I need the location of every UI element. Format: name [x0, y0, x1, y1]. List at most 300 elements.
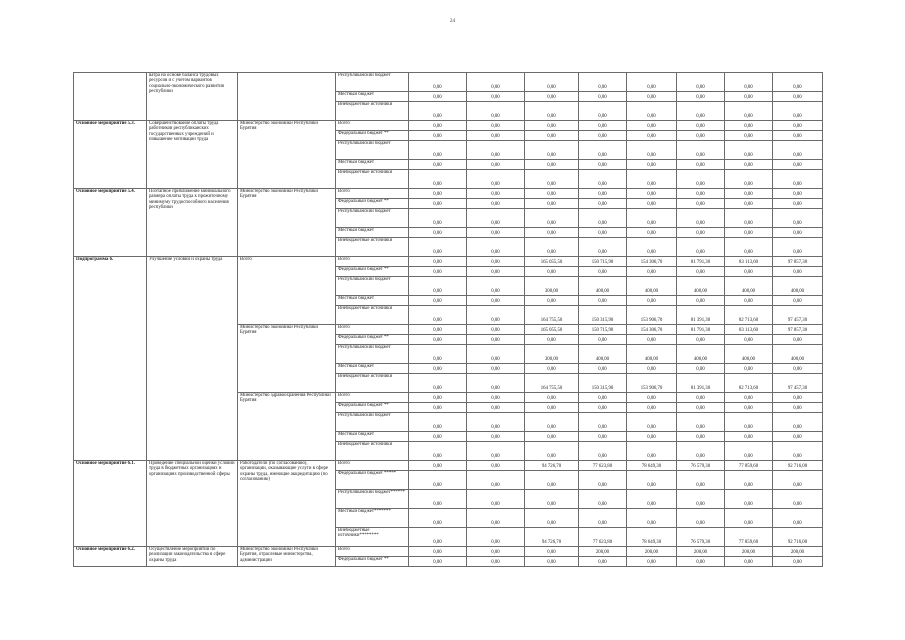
funding-value: 0,00 [627, 364, 677, 374]
funding-value: 78 649,30 [627, 461, 677, 471]
funding-value: 0,00 [725, 557, 773, 567]
funding-value: 0,00 [627, 228, 677, 238]
measure-title: Поэтапное приближение минимального размера оплаты труда к прожиточному минимуму трудоспособного населения республики [147, 189, 238, 257]
funding-value: 0,00 [677, 73, 725, 92]
funding-value: 154 306,70 [627, 257, 677, 267]
responsible-executor: Всего [238, 257, 336, 325]
funding-value: 0,00 [409, 442, 467, 461]
funding-value: 0,00 [725, 102, 773, 121]
funding-value: 0,00 [409, 277, 467, 296]
funding-source: Всего [336, 393, 409, 403]
funding-value: 0,00 [725, 471, 773, 490]
funding-value: 0,00 [725, 364, 773, 374]
funding-source: Республиканский бюджет [336, 73, 409, 92]
funding-value: 200,00 [627, 547, 677, 557]
funding-source: Федеральный бюджет ** [336, 335, 409, 345]
funding-value: 0,00 [467, 432, 525, 442]
funding-value: 0,00 [677, 403, 725, 413]
funding-value: 0,00 [773, 131, 823, 141]
funding-source: Внебюджетные источники [336, 306, 409, 325]
funding-value: 0,00 [467, 364, 525, 374]
funding-value: 0,00 [579, 335, 627, 345]
funding-value: 0,00 [579, 73, 627, 92]
funding-value: 0,00 [409, 325, 467, 335]
funding-value: 165 055,50 [525, 325, 579, 335]
funding-value: 0,00 [773, 296, 823, 306]
funding-value: 0,00 [525, 199, 579, 209]
funding-source: Федеральный бюджет ***** [336, 471, 409, 490]
funding-value: 0,00 [579, 442, 627, 461]
funding-value: 0,00 [725, 296, 773, 306]
funding-value: 0,00 [725, 209, 773, 228]
funding-value: 0,00 [627, 209, 677, 228]
funding-value: 0,00 [467, 277, 525, 296]
funding-value: 0,00 [725, 92, 773, 102]
funding-value: 77 859,60 [725, 461, 773, 471]
funding-value: 97 457,30 [773, 306, 823, 325]
funding-value: 400,00 [627, 345, 677, 364]
funding-value: 200,00 [773, 547, 823, 557]
funding-value: 0,00 [773, 92, 823, 102]
funding-value: 0,00 [627, 73, 677, 92]
funding-value: 0,00 [773, 403, 823, 413]
funding-value: 150 315,90 [579, 374, 627, 393]
funding-source: Федеральный бюджет ** [336, 403, 409, 413]
funding-value: 78 649,30 [627, 528, 677, 547]
funding-value: 154 306,70 [627, 325, 677, 335]
funding-value: 0,00 [467, 131, 525, 141]
funding-value: 0,00 [409, 364, 467, 374]
funding-source: Внебюджетные источники [336, 374, 409, 393]
funding-value: 0,00 [579, 121, 627, 131]
funding-value: 0,00 [677, 432, 725, 442]
funding-value: 0,00 [467, 403, 525, 413]
funding-value: 0,00 [467, 257, 525, 267]
funding-value: 150 315,90 [579, 306, 627, 325]
funding-value: 97 457,30 [773, 374, 823, 393]
funding-source: Внебюджетные источники [336, 170, 409, 189]
funding-value: 0,00 [677, 335, 725, 345]
funding-value: 0,00 [409, 257, 467, 267]
funding-value: 0,00 [725, 238, 773, 257]
funding-value: 0,00 [725, 432, 773, 442]
funding-value: 0,00 [773, 364, 823, 374]
funding-value: 0,00 [467, 141, 525, 160]
funding-value: 0,00 [525, 267, 579, 277]
funding-value: 0,00 [467, 547, 525, 557]
funding-value: 164 755,50 [525, 374, 579, 393]
funding-value: 0,00 [467, 509, 525, 528]
funding-value: 0,00 [579, 141, 627, 160]
funding-value: 0,00 [409, 345, 467, 364]
funding-value: 0,00 [725, 442, 773, 461]
funding-value: 0,00 [525, 413, 579, 432]
funding-value: 0,00 [525, 509, 579, 528]
funding-value: 0,00 [579, 102, 627, 121]
funding-value: 0,00 [467, 471, 525, 490]
funding-value: 0,00 [579, 393, 627, 403]
funding-value: 0,00 [677, 131, 725, 141]
funding-value: 0,00 [627, 131, 677, 141]
funding-value: 0,00 [677, 364, 725, 374]
funding-value: 400,00 [627, 277, 677, 296]
funding-value: 0,00 [677, 442, 725, 461]
funding-source: Федеральный бюджет ** [336, 199, 409, 209]
funding-value: 92 716,00 [773, 528, 823, 547]
funding-value: 0,00 [579, 238, 627, 257]
funding-value: 0,00 [725, 393, 773, 403]
funding-value: 0,00 [525, 170, 579, 189]
funding-value: 0,00 [409, 509, 467, 528]
funding-value: 0,00 [773, 189, 823, 199]
funding-value: 165 055,50 [525, 257, 579, 267]
funding-value: 0,00 [627, 413, 677, 432]
funding-value: 0,00 [467, 267, 525, 277]
funding-value: 0,00 [725, 490, 773, 509]
funding-value: 0,00 [579, 509, 627, 528]
funding-value: 400,00 [579, 345, 627, 364]
funding-value: 0,00 [409, 461, 467, 471]
funding-source: Внебюджетные источники [336, 102, 409, 121]
funding-value: 0,00 [525, 471, 579, 490]
funding-value: 400,00 [579, 277, 627, 296]
funding-value: 0,00 [579, 413, 627, 432]
funding-value: 400,00 [725, 345, 773, 364]
funding-value: 150 715,90 [579, 257, 627, 267]
funding-value: 0,00 [773, 102, 823, 121]
page-number: 24 [450, 19, 455, 24]
funding-value: 0,00 [627, 471, 677, 490]
funding-source: Местный бюджет [336, 92, 409, 102]
funding-value: 94 726,70 [525, 528, 579, 547]
funding-value: 0,00 [467, 73, 525, 92]
funding-value: 0,00 [467, 490, 525, 509]
funding-source: Республиканский бюджет [336, 209, 409, 228]
funding-value: 164 755,50 [525, 306, 579, 325]
funding-value: 0,00 [467, 121, 525, 131]
funding-value: 0,00 [579, 471, 627, 490]
table-row [74, 73, 823, 92]
funding-value: 0,00 [677, 199, 725, 209]
funding-value: 0,00 [467, 345, 525, 364]
funding-value: 82 713,60 [725, 374, 773, 393]
funding-source: Всего [336, 189, 409, 199]
funding-value: 0,00 [677, 170, 725, 189]
funding-source: Республиканский бюджет [336, 141, 409, 160]
responsible-executor: Министерство здравоохранения Республики Бурятия [238, 393, 336, 461]
funding-value: 81 791,30 [677, 257, 725, 267]
funding-value: 0,00 [627, 141, 677, 160]
funding-value: 0,00 [579, 170, 627, 189]
funding-value: 0,00 [773, 267, 823, 277]
funding-value: 0,00 [525, 121, 579, 131]
responsible-executor: Министерство экономики Республики Бурятия [238, 325, 336, 393]
funding-value: 0,00 [627, 442, 677, 461]
funding-source: Федеральный бюджет ** [336, 557, 409, 567]
funding-value: 0,00 [409, 432, 467, 442]
funding-value: 0,00 [409, 141, 467, 160]
responsible-executor [238, 73, 336, 121]
funding-value: 0,00 [525, 547, 579, 557]
funding-value: 0,00 [579, 267, 627, 277]
funding-value: 0,00 [409, 374, 467, 393]
funding-source: Внебюджетные источники******** [336, 528, 409, 547]
funding-value: 0,00 [773, 471, 823, 490]
funding-value: 0,00 [677, 102, 725, 121]
financing-table [73, 72, 823, 567]
funding-value: 0,00 [467, 209, 525, 228]
funding-value: 0,00 [725, 131, 773, 141]
measure-title: Улучшение условий и охраны труда [147, 257, 238, 461]
funding-value: 0,00 [409, 209, 467, 228]
responsible-executor: Работодатели (по согласованию), организации, оказывающие услуги в сфере охраны труда, имеющие аккредитацию (по согласованию) [238, 461, 336, 547]
funding-source: Внебюджетные источники [336, 442, 409, 461]
funding-value: 0,00 [773, 170, 823, 189]
funding-value: 0,00 [677, 413, 725, 432]
funding-source: Республиканский бюджет****** [336, 490, 409, 509]
funding-value: 400,00 [677, 277, 725, 296]
funding-value: 0,00 [525, 490, 579, 509]
funding-value: 0,00 [467, 199, 525, 209]
funding-value: 0,00 [725, 189, 773, 199]
funding-value: 0,00 [525, 393, 579, 403]
funding-value: 0,00 [409, 490, 467, 509]
funding-value: 0,00 [525, 102, 579, 121]
funding-value: 0,00 [627, 102, 677, 121]
funding-value: 0,00 [627, 296, 677, 306]
responsible-executor: Министерство экономики Республики Бурятия, отраслевые министерства, администрации [238, 547, 336, 567]
funding-value: 0,00 [677, 160, 725, 170]
funding-value: 0,00 [677, 471, 725, 490]
funding-value: 0,00 [627, 92, 677, 102]
funding-value: 97 857,30 [773, 325, 823, 335]
funding-value: 0,00 [773, 141, 823, 160]
funding-value: 0,00 [773, 393, 823, 403]
responsible-executor: Министерство экономики Республики Бурятия [238, 189, 336, 257]
funding-value: 400,00 [773, 277, 823, 296]
funding-value: 0,00 [525, 141, 579, 160]
funding-value: 0,00 [467, 335, 525, 345]
funding-value: 0,00 [725, 509, 773, 528]
funding-value: 0,00 [409, 189, 467, 199]
measure-title: Осуществление мероприятий по реализации законодательства в сфере охраны труда [147, 547, 238, 567]
funding-source: Всего [336, 547, 409, 557]
funding-value: 200,00 [677, 547, 725, 557]
funding-value: 0,00 [725, 73, 773, 92]
funding-value: 0,00 [627, 121, 677, 131]
funding-value: 0,00 [409, 471, 467, 490]
funding-value: 0,00 [409, 557, 467, 567]
funding-value: 0,00 [677, 141, 725, 160]
funding-value: 0,00 [409, 296, 467, 306]
funding-value: 0,00 [467, 325, 525, 335]
funding-value: 0,00 [773, 557, 823, 567]
funding-value: 0,00 [409, 547, 467, 557]
funding-source: Республиканский бюджет [336, 413, 409, 432]
funding-value: 0,00 [409, 170, 467, 189]
funding-value: 0,00 [409, 267, 467, 277]
funding-value: 0,00 [525, 403, 579, 413]
funding-value: 0,00 [579, 364, 627, 374]
funding-value: 81 391,30 [677, 306, 725, 325]
funding-value: 0,00 [773, 199, 823, 209]
funding-value: 0,00 [627, 267, 677, 277]
funding-value: 0,00 [409, 121, 467, 131]
funding-value: 0,00 [467, 413, 525, 432]
measure-code: Основное мероприятие 5.4. [74, 189, 147, 257]
table-row [74, 257, 823, 267]
measure-code: Основное мероприятие 5.3. [74, 121, 147, 189]
funding-value: 0,00 [677, 238, 725, 257]
funding-value: 0,00 [677, 393, 725, 403]
funding-value: 0,00 [409, 413, 467, 432]
funding-value: 0,00 [579, 557, 627, 567]
funding-value: 0,00 [773, 238, 823, 257]
funding-value: 0,00 [677, 228, 725, 238]
measure-title: Совершенствование оплаты труда работников республиканских государственных учреждений и повышение мотивации труда [147, 121, 238, 189]
funding-value: 0,00 [525, 209, 579, 228]
funding-value: 77 623,80 [579, 461, 627, 471]
funding-value: 0,00 [467, 160, 525, 170]
funding-value: 0,00 [579, 199, 627, 209]
funding-value: 0,00 [579, 189, 627, 199]
funding-value: 0,00 [467, 374, 525, 393]
table-row [74, 121, 823, 131]
funding-value: 0,00 [773, 490, 823, 509]
funding-value: 0,00 [525, 442, 579, 461]
funding-value: 0,00 [725, 141, 773, 160]
funding-source: Всего [336, 325, 409, 335]
funding-value: 0,00 [467, 557, 525, 567]
funding-value: 0,00 [627, 170, 677, 189]
funding-value: 0,00 [525, 364, 579, 374]
table-row [74, 547, 823, 557]
measure-code: Основное мероприятие 6.1. [74, 461, 147, 547]
funding-value: 153 906,70 [627, 306, 677, 325]
measure-code: Основное мероприятие 6.2. [74, 547, 147, 567]
funding-value: 400,00 [677, 345, 725, 364]
funding-value: 82 713,60 [725, 306, 773, 325]
funding-value: 0,00 [627, 335, 677, 345]
funding-value: 0,00 [677, 189, 725, 199]
funding-value: 300,00 [525, 277, 579, 296]
table-row [74, 189, 823, 199]
funding-value: 0,00 [467, 170, 525, 189]
funding-value: 400,00 [725, 277, 773, 296]
funding-value: 0,00 [525, 131, 579, 141]
funding-source: Местный бюджет******* [336, 509, 409, 528]
funding-value: 0,00 [627, 557, 677, 567]
funding-value: 0,00 [579, 403, 627, 413]
funding-value: 92 716,00 [773, 461, 823, 471]
funding-value: 0,00 [525, 228, 579, 238]
funding-value: 200,00 [725, 547, 773, 557]
funding-value: 0,00 [773, 432, 823, 442]
funding-value: 0,00 [579, 490, 627, 509]
funding-source: Всего [336, 121, 409, 131]
funding-value: 83 113,60 [725, 257, 773, 267]
funding-source: Федеральный бюджет ** [336, 131, 409, 141]
funding-value: 0,00 [725, 403, 773, 413]
funding-value: 0,00 [579, 92, 627, 102]
funding-value: 0,00 [773, 442, 823, 461]
funding-value: 0,00 [525, 73, 579, 92]
funding-value: 0,00 [525, 238, 579, 257]
funding-source: Местный бюджет [336, 160, 409, 170]
funding-value: 0,00 [525, 160, 579, 170]
funding-source: Республиканский бюджет [336, 277, 409, 296]
funding-source: Местный бюджет [336, 364, 409, 374]
funding-value: 0,00 [467, 528, 525, 547]
funding-value: 0,00 [409, 306, 467, 325]
funding-source: Местный бюджет [336, 228, 409, 238]
funding-value: 0,00 [409, 403, 467, 413]
funding-value: 0,00 [627, 403, 677, 413]
funding-value: 0,00 [467, 102, 525, 121]
funding-value: 0,00 [677, 92, 725, 102]
funding-value: 83 113,60 [725, 325, 773, 335]
funding-source: Местный бюджет [336, 296, 409, 306]
funding-source: Местный бюджет [336, 432, 409, 442]
measure-title: ватра на основе баланса трудовых ресурсов и с учетом вариантов социально-экономического развития республики [147, 73, 238, 121]
funding-value: 0,00 [773, 209, 823, 228]
funding-value: 0,00 [773, 73, 823, 92]
funding-value: 0,00 [467, 393, 525, 403]
funding-value: 0,00 [773, 228, 823, 238]
funding-value: 0,00 [409, 92, 467, 102]
funding-value: 0,00 [409, 73, 467, 92]
funding-value: 0,00 [725, 199, 773, 209]
funding-value: 0,00 [627, 432, 677, 442]
funding-value: 0,00 [773, 335, 823, 345]
funding-value: 76 579,30 [677, 461, 725, 471]
funding-value: 0,00 [409, 528, 467, 547]
funding-value: 77 859,60 [725, 528, 773, 547]
funding-value: 0,00 [409, 238, 467, 257]
funding-value: 0,00 [773, 121, 823, 131]
funding-value: 150 715,90 [579, 325, 627, 335]
funding-value: 77 623,80 [579, 528, 627, 547]
funding-value: 0,00 [677, 267, 725, 277]
funding-value: 0,00 [627, 189, 677, 199]
funding-value: 0,00 [627, 199, 677, 209]
funding-value: 76 579,30 [677, 528, 725, 547]
funding-value: 0,00 [725, 228, 773, 238]
funding-value: 0,00 [579, 432, 627, 442]
funding-source: Республиканский бюджет [336, 345, 409, 364]
funding-value: 0,00 [467, 442, 525, 461]
funding-value: 0,00 [409, 199, 467, 209]
funding-source: Федеральный бюджет ** [336, 267, 409, 277]
funding-value: 0,00 [409, 393, 467, 403]
funding-source: Всего [336, 461, 409, 471]
funding-value: 200,00 [579, 547, 627, 557]
funding-value: 0,00 [677, 121, 725, 131]
funding-value: 0,00 [627, 160, 677, 170]
funding-source: Всего [336, 257, 409, 267]
funding-value: 0,00 [525, 335, 579, 345]
table-row [74, 461, 823, 471]
funding-value: 0,00 [525, 189, 579, 199]
funding-value: 0,00 [725, 335, 773, 345]
funding-value: 0,00 [409, 335, 467, 345]
funding-source: Внебюджетные источники [336, 238, 409, 257]
funding-value: 0,00 [725, 160, 773, 170]
funding-value: 0,00 [677, 490, 725, 509]
measure-code [74, 73, 147, 121]
funding-value: 0,00 [467, 228, 525, 238]
funding-value: 97 857,30 [773, 257, 823, 267]
